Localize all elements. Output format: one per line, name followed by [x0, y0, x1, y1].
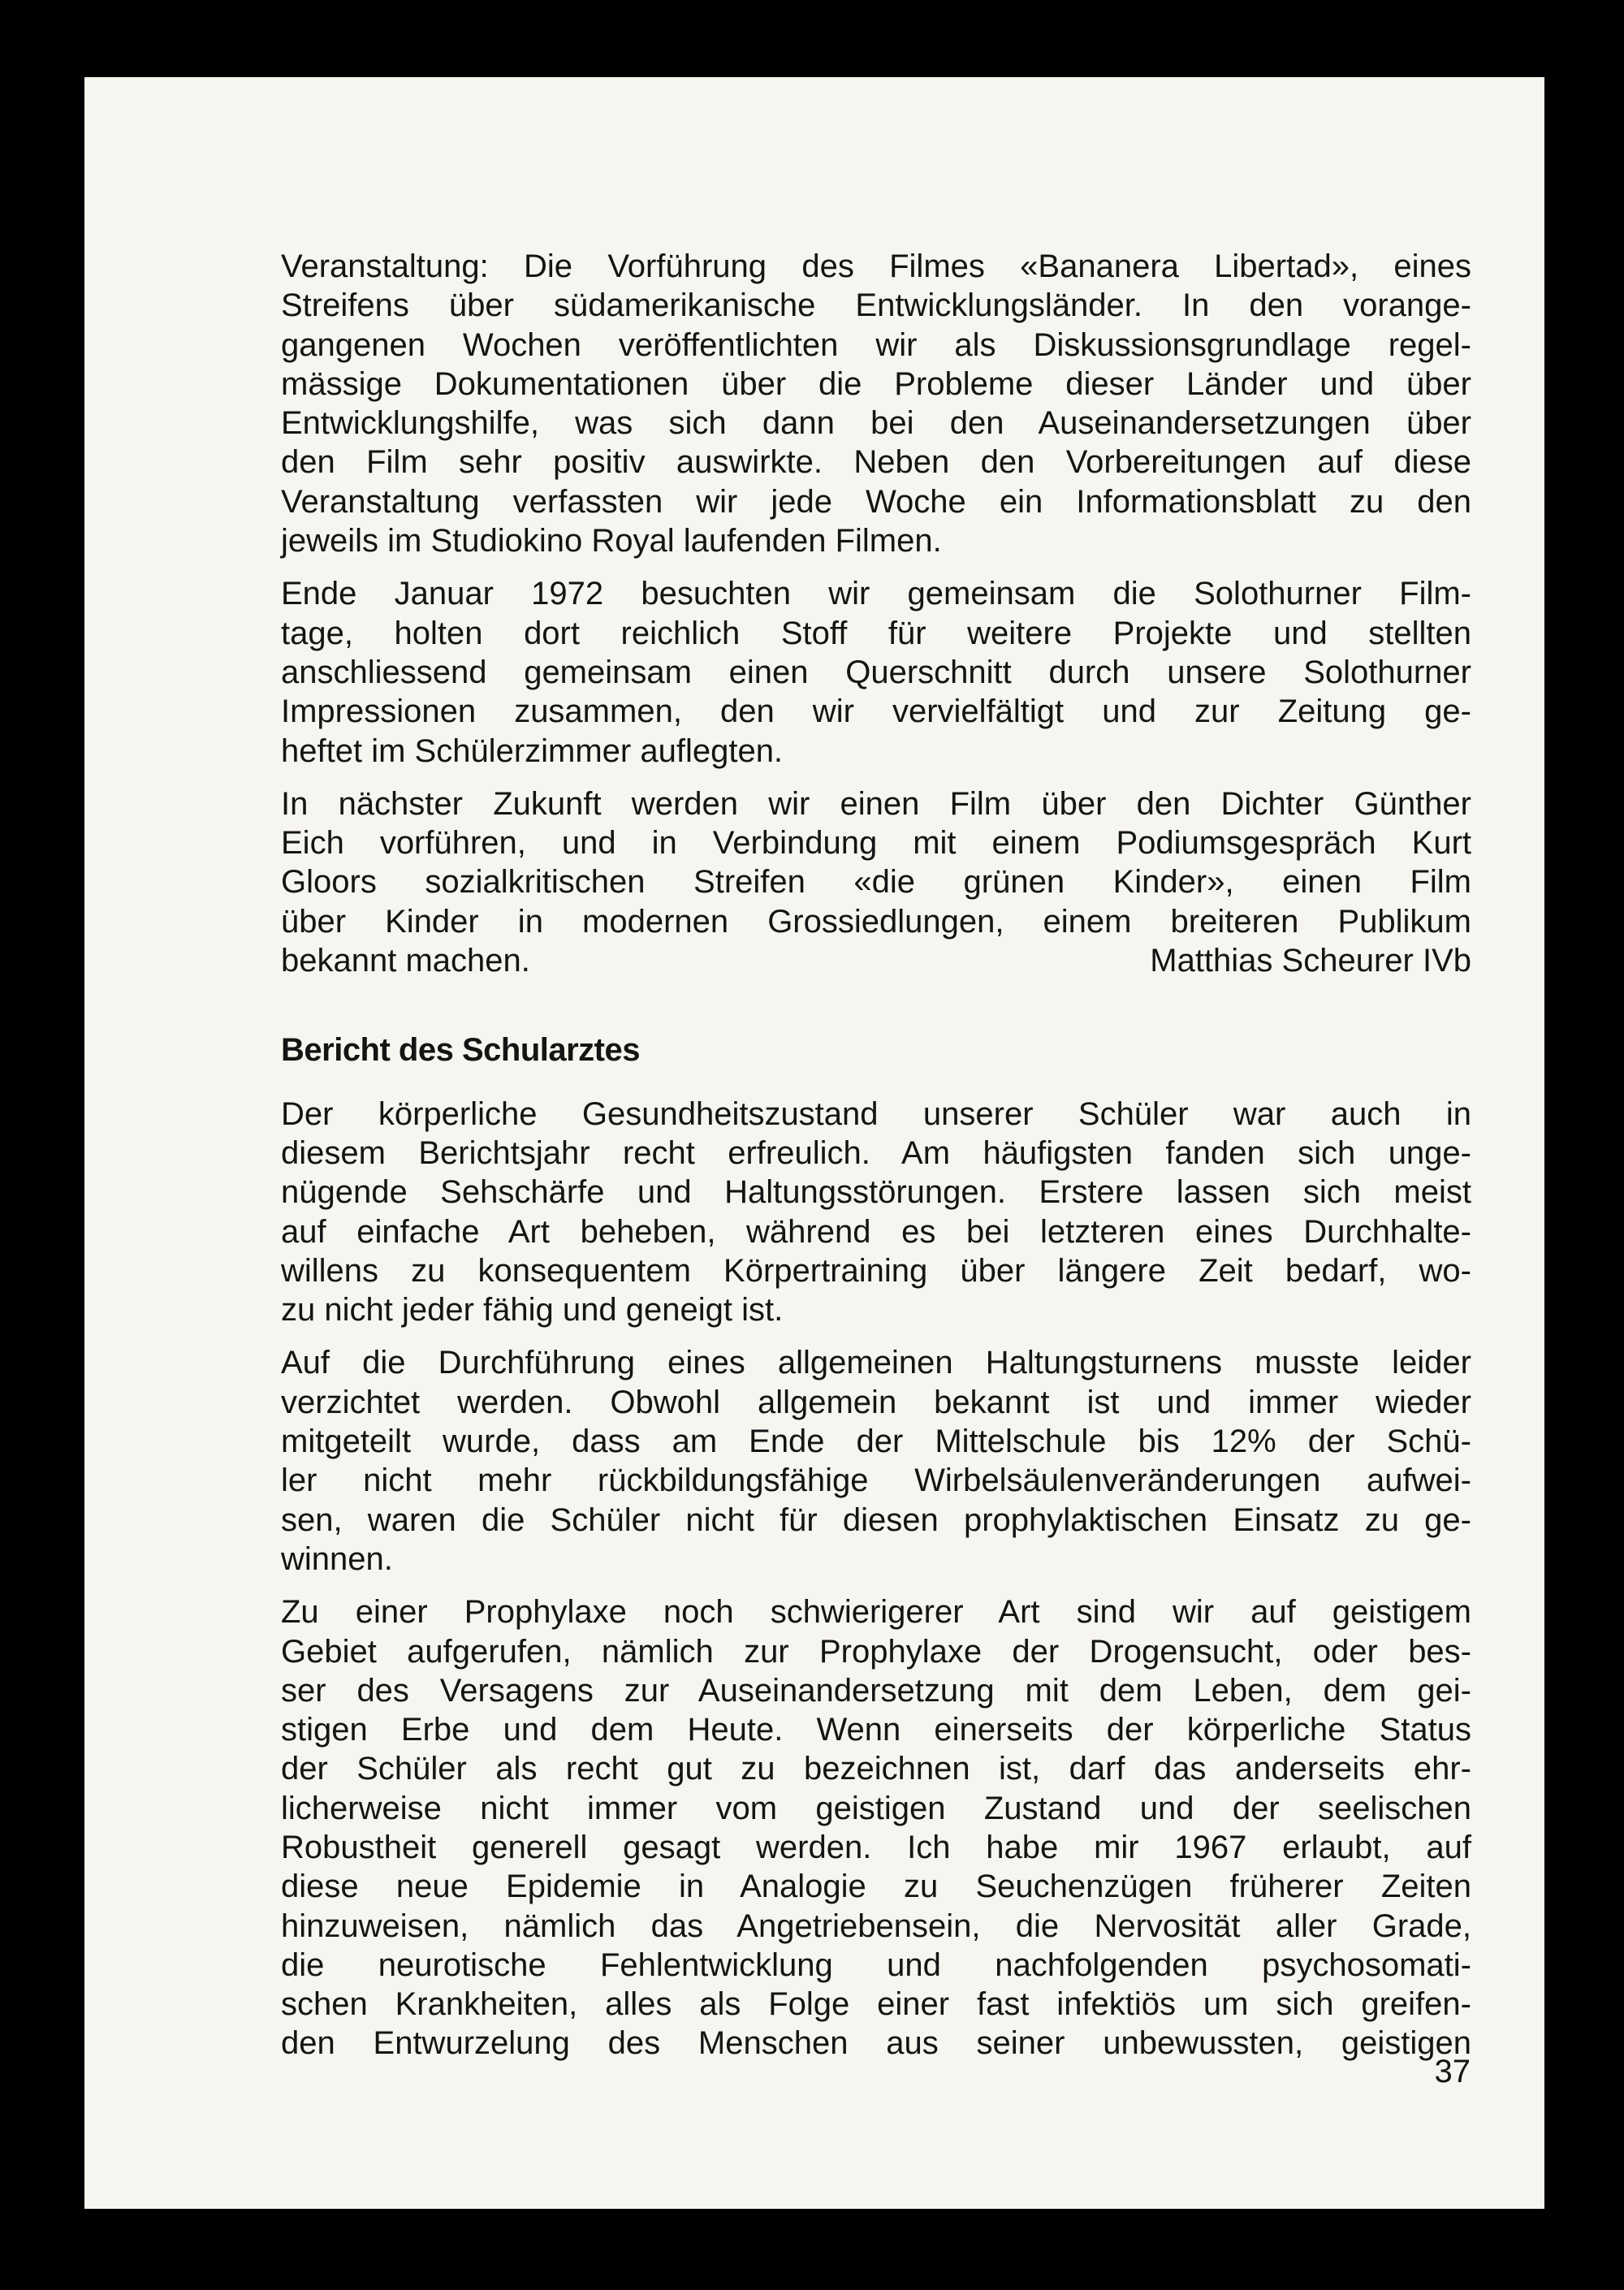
text-line: tage, holten dort reichlich Stoff für weitere Projekte und stellten	[281, 615, 1471, 651]
text-line: Der körperliche Gesundheitszustand unserer Schüler war auch in	[281, 1095, 1471, 1132]
paragraph-health-status	[281, 1095, 1471, 1330]
text-line: Zu einer Prophylaxe noch schwierigerer Art sind wir auf geistigem	[281, 1594, 1471, 1631]
paragraph-future-plans	[281, 784, 1471, 980]
text-line: stigen Erbe und dem Heute. Wenn einerseits der körperliche Status	[281, 1712, 1471, 1748]
closing-text: bekannt machen.	[281, 943, 530, 979]
closing-line	[281, 941, 1471, 980]
text-line: die neurotische Fehlentwicklung und nachfolgenden psychosomati-	[281, 1946, 1471, 1983]
text-line: sen, waren die Schüler nicht für diesen prophylaktischen Einsatz zu ge-	[281, 1501, 1471, 1538]
text-line: den Entwurzelung des Menschen aus seiner unbewussten, geistigen	[281, 2025, 1471, 2062]
paragraph-solothurn-filmtage	[281, 574, 1471, 770]
text-line: In nächster Zukunft werden wir einen Film über den Dichter Günther	[281, 785, 1471, 822]
author-signature: Matthias Scheurer IVb	[1150, 943, 1471, 979]
scanned-page	[84, 77, 1544, 2209]
text-line: mitgeteilt wurde, dass am Ende der Mittelschule bis 12% der Schü-	[281, 1424, 1471, 1460]
text-line: licherweise nicht immer vom geistigen Zustand und der seelischen	[281, 1790, 1471, 1826]
text-line: Gebiet aufgerufen, nämlich zur Prophylaxe der Drogensucht, oder bes-	[281, 1633, 1471, 1670]
text-line: Eich vorführen, und in Verbindung mit einem Podiumsgespräch Kurt	[281, 825, 1471, 862]
text-line: Streifens über südamerikanische Entwicklungsländer. In den vorange-	[281, 287, 1471, 324]
text-line: Veranstaltung: Die Vorführung des Filmes «Bananera Libertad», eines	[281, 248, 1471, 284]
text-line: zu nicht jeder fähig und geneigt ist.	[281, 1292, 784, 1329]
text-line: über Kinder in modernen Grossiedlungen, einem breiteren Publikum	[281, 903, 1471, 940]
text-line: mässige Dokumentationen über die Probleme dieser Länder und über	[281, 365, 1471, 402]
text-line: Gloors sozialkritischen Streifen «die grünen Kinder», einen Film	[281, 864, 1471, 901]
text-line: Robustheit generell gesagt werden. Ich habe mir 1967 erlaubt, auf	[281, 1829, 1471, 1865]
text-line: jeweils im Studiokino Royal laufenden Filmen.	[281, 523, 942, 560]
text-line: diesem Berichtsjahr recht erfreulich. Am häufigsten fanden sich unge-	[281, 1134, 1471, 1171]
text-line: Ende Januar 1972 besuchten wir gemeinsam die Solothurner Film-	[281, 576, 1471, 612]
text-line: auf einfache Art beheben, während es bei letzteren eines Durchhalte-	[281, 1213, 1471, 1250]
text-line: schen Krankheiten, alles als Folge einer fast infektiös um sich greifen-	[281, 1986, 1471, 2023]
text-line: ler nicht mehr rückbildungsfähige Wirbelsäulenveränderungen aufwei-	[281, 1463, 1471, 1499]
text-line: gangenen Wochen veröffentlichten wir als Diskussionsgrundlage regel-	[281, 326, 1471, 363]
text-line: winnen.	[281, 1540, 393, 1577]
text-line: ser des Versagens zur Auseinandersetzung mit dem Leben, dem gei-	[281, 1672, 1471, 1709]
paragraph-film-screening	[281, 247, 1471, 560]
text-line: Veranstaltung verfassten wir jede Woche ein Informationsblatt zu den	[281, 483, 1471, 520]
section-heading: Bericht des Schularztes	[281, 1032, 640, 1069]
text-line: nügende Sehschärfe und Haltungsstörungen. Erstere lassen sich meist	[281, 1174, 1471, 1211]
text-line: anschliessend gemeinsam einen Querschnitt durch unsere Solothurner	[281, 654, 1471, 690]
text-line: Impressionen zusammen, den wir vervielfältigt und zur Zeitung ge-	[281, 693, 1471, 730]
paragraph-posture-gymnastics	[281, 1343, 1471, 1579]
text-line: willens zu konsequentem Körpertraining über längere Zeit bedarf, wo-	[281, 1252, 1471, 1289]
text-line: diese neue Epidemie in Analogie zu Seuchenzügen früherer Zeiten	[281, 1869, 1471, 1905]
text-line: der Schüler als recht gut zu bezeichnen ist, darf das anderseits ehr-	[281, 1751, 1471, 1787]
text-line: den Film sehr positiv auswirkte. Neben den Vorbereitungen auf diese	[281, 444, 1471, 481]
text-line: Entwicklungshilfe, was sich dann bei den Auseinandersetzungen über	[281, 405, 1471, 442]
text-line: heftet im Schülerzimmer auflegten.	[281, 732, 784, 769]
page-content	[281, 247, 1471, 2077]
page-number: 37	[1434, 2054, 1471, 2089]
text-line: hinzuweisen, nämlich das Angetriebensein, die Nervosität aller Grade,	[281, 1908, 1471, 1944]
paragraph-mental-prophylaxis	[281, 1592, 1471, 2063]
text-line: verzichtet werden. Obwohl allgemein bekannt ist und immer wieder	[281, 1384, 1471, 1420]
text-line: Auf die Durchführung eines allgemeinen Haltungsturnens musste leider	[281, 1345, 1471, 1381]
